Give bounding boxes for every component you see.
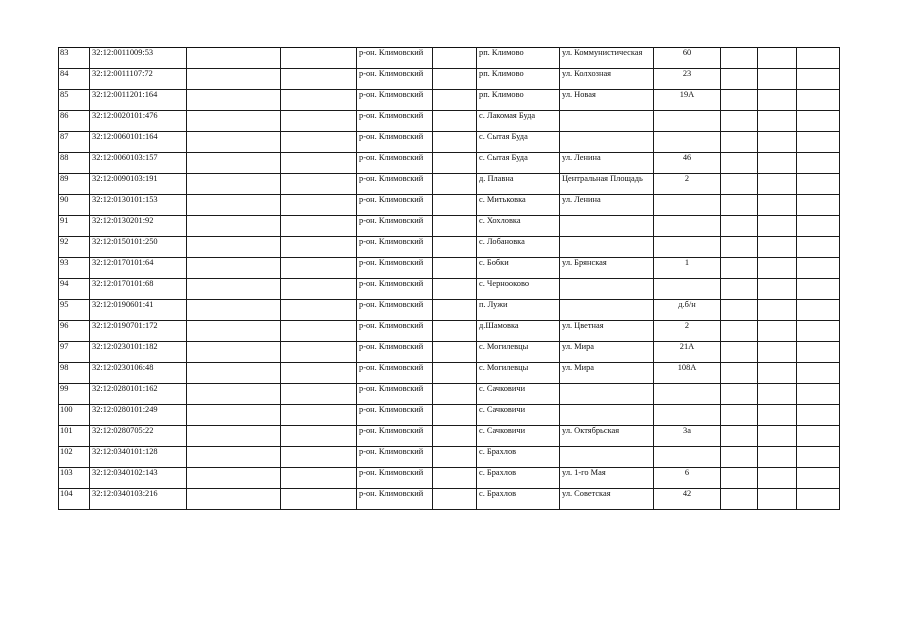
cell-empty	[433, 195, 477, 216]
cell-empty	[433, 153, 477, 174]
cell-empty	[758, 363, 797, 384]
cell-empty	[758, 300, 797, 321]
cell-empty	[797, 111, 840, 132]
cell-empty	[433, 237, 477, 258]
cell-cadastral-number: 32:12:0340102:143	[90, 468, 187, 489]
cell-row-number: 88	[59, 153, 90, 174]
cell-empty	[281, 489, 357, 510]
cell-empty	[797, 48, 840, 69]
cell-row-number: 90	[59, 195, 90, 216]
cell-empty	[433, 321, 477, 342]
cell-empty	[797, 426, 840, 447]
cell-house-number: 3а	[654, 426, 721, 447]
cell-cadastral-number: 32:12:0011107:72	[90, 69, 187, 90]
cell-cadastral-number: 32:12:0060101:164	[90, 132, 187, 153]
table-row	[59, 489, 840, 510]
cell-street: ул. Ленина	[560, 153, 654, 174]
table-row	[59, 426, 840, 447]
cell-house-number	[654, 132, 721, 153]
cell-street	[560, 111, 654, 132]
cell-street	[560, 279, 654, 300]
cell-empty	[797, 384, 840, 405]
cell-empty	[797, 195, 840, 216]
cell-row-number: 100	[59, 405, 90, 426]
table-body	[59, 48, 840, 510]
cell-street: ул. Брянская	[560, 258, 654, 279]
cell-empty	[721, 300, 758, 321]
cell-empty	[758, 447, 797, 468]
cell-house-number	[654, 279, 721, 300]
cell-settlement: д.Шамовка	[477, 321, 560, 342]
cell-empty	[721, 111, 758, 132]
cell-empty	[433, 48, 477, 69]
cell-district: р-он. Климовский	[357, 69, 433, 90]
cell-empty	[433, 384, 477, 405]
cell-empty	[281, 132, 357, 153]
cell-empty	[797, 321, 840, 342]
cell-row-number: 94	[59, 279, 90, 300]
cell-empty	[433, 111, 477, 132]
cell-house-number: 46	[654, 153, 721, 174]
cell-house-number	[654, 384, 721, 405]
cell-cadastral-number: 32:12:0020101:476	[90, 111, 187, 132]
cell-empty	[758, 237, 797, 258]
cell-street	[560, 216, 654, 237]
table-row	[59, 48, 840, 69]
cell-empty	[721, 489, 758, 510]
cell-settlement: с. Брахлов	[477, 489, 560, 510]
cell-empty	[281, 447, 357, 468]
cell-empty	[281, 342, 357, 363]
property-registry-table	[58, 47, 840, 510]
cell-district: р-он. Климовский	[357, 90, 433, 111]
cell-district: р-он. Климовский	[357, 132, 433, 153]
cell-house-number: 108А	[654, 363, 721, 384]
cell-row-number: 92	[59, 237, 90, 258]
cell-empty	[281, 426, 357, 447]
cell-empty	[721, 174, 758, 195]
cell-empty	[433, 90, 477, 111]
cell-house-number	[654, 405, 721, 426]
cell-cadastral-number: 32:12:0170101:64	[90, 258, 187, 279]
cell-house-number	[654, 237, 721, 258]
cell-empty	[758, 153, 797, 174]
cell-district: р-он. Климовский	[357, 363, 433, 384]
cell-empty	[433, 342, 477, 363]
cell-district: р-он. Климовский	[357, 174, 433, 195]
cell-settlement: с. Сытая Буда	[477, 153, 560, 174]
cell-empty	[797, 405, 840, 426]
cell-empty	[281, 384, 357, 405]
cell-street: ул. Советская	[560, 489, 654, 510]
cell-row-number: 103	[59, 468, 90, 489]
cell-house-number: 19А	[654, 90, 721, 111]
cell-empty	[758, 90, 797, 111]
cell-settlement: с. Сачковичи	[477, 426, 560, 447]
cell-row-number: 101	[59, 426, 90, 447]
cell-street: ул. Коммунистическая	[560, 48, 654, 69]
cell-empty	[758, 384, 797, 405]
table-row	[59, 405, 840, 426]
cell-empty	[797, 342, 840, 363]
cell-street	[560, 405, 654, 426]
cell-empty	[721, 405, 758, 426]
cell-empty	[797, 489, 840, 510]
cell-empty	[187, 258, 281, 279]
cell-empty	[721, 237, 758, 258]
cell-empty	[281, 153, 357, 174]
table-row	[59, 384, 840, 405]
cell-empty	[187, 468, 281, 489]
cell-house-number	[654, 111, 721, 132]
cell-settlement: рп. Климово	[477, 48, 560, 69]
cell-district: р-он. Климовский	[357, 111, 433, 132]
table-row	[59, 69, 840, 90]
cell-empty	[281, 363, 357, 384]
cell-empty	[187, 111, 281, 132]
cell-empty	[721, 153, 758, 174]
cell-row-number: 99	[59, 384, 90, 405]
cell-empty	[758, 48, 797, 69]
cell-empty	[187, 279, 281, 300]
cell-empty	[758, 489, 797, 510]
cell-street	[560, 447, 654, 468]
cell-street	[560, 300, 654, 321]
document-page	[58, 47, 840, 510]
cell-empty	[281, 216, 357, 237]
cell-empty	[187, 426, 281, 447]
cell-street: ул. 1-го Мая	[560, 468, 654, 489]
cell-house-number: д.б/н	[654, 300, 721, 321]
cell-settlement: с. Сачковичи	[477, 384, 560, 405]
cell-empty	[281, 279, 357, 300]
cell-empty	[721, 132, 758, 153]
cell-settlement: п. Лужи	[477, 300, 560, 321]
cell-street: ул. Колхозная	[560, 69, 654, 90]
cell-house-number	[654, 216, 721, 237]
table-row	[59, 153, 840, 174]
cell-empty	[797, 447, 840, 468]
cell-district: р-он. Климовский	[357, 237, 433, 258]
cell-empty	[797, 153, 840, 174]
cell-empty	[433, 258, 477, 279]
cell-empty	[281, 174, 357, 195]
cell-house-number: 23	[654, 69, 721, 90]
cell-settlement: д. Плавна	[477, 174, 560, 195]
cell-empty	[758, 174, 797, 195]
cell-empty	[187, 174, 281, 195]
cell-cadastral-number: 32:12:0011201:164	[90, 90, 187, 111]
cell-house-number: 21А	[654, 342, 721, 363]
cell-empty	[281, 69, 357, 90]
cell-empty	[433, 174, 477, 195]
cell-empty	[281, 48, 357, 69]
cell-empty	[433, 69, 477, 90]
cell-empty	[433, 447, 477, 468]
cell-empty	[187, 195, 281, 216]
cell-empty	[797, 174, 840, 195]
cell-empty	[797, 363, 840, 384]
cell-street	[560, 237, 654, 258]
cell-empty	[797, 237, 840, 258]
cell-empty	[187, 153, 281, 174]
cell-empty	[721, 279, 758, 300]
cell-street: Центральная Площадь	[560, 174, 654, 195]
cell-empty	[797, 258, 840, 279]
cell-empty	[281, 300, 357, 321]
cell-empty	[721, 195, 758, 216]
cell-settlement: с. Хохловка	[477, 216, 560, 237]
cell-district: р-он. Климовский	[357, 195, 433, 216]
cell-district: р-он. Климовский	[357, 426, 433, 447]
cell-empty	[721, 426, 758, 447]
cell-house-number: 2	[654, 174, 721, 195]
cell-empty	[758, 132, 797, 153]
cell-house-number: 2	[654, 321, 721, 342]
cell-house-number: 6	[654, 468, 721, 489]
cell-cadastral-number: 32:12:0170101:68	[90, 279, 187, 300]
table-row	[59, 279, 840, 300]
cell-empty	[758, 111, 797, 132]
cell-row-number: 84	[59, 69, 90, 90]
cell-empty	[758, 426, 797, 447]
cell-house-number: 1	[654, 258, 721, 279]
cell-row-number: 89	[59, 174, 90, 195]
cell-settlement: с. Могилевцы	[477, 342, 560, 363]
cell-empty	[721, 342, 758, 363]
cell-empty	[758, 405, 797, 426]
cell-cadastral-number: 32:12:0130201:92	[90, 216, 187, 237]
cell-empty	[797, 69, 840, 90]
cell-empty	[281, 321, 357, 342]
cell-empty	[758, 342, 797, 363]
table-row	[59, 216, 840, 237]
cell-street: ул. Новая	[560, 90, 654, 111]
cell-settlement: с. Лобановка	[477, 237, 560, 258]
cell-district: р-он. Климовский	[357, 321, 433, 342]
cell-empty	[433, 489, 477, 510]
cell-cadastral-number: 32:12:0280705:22	[90, 426, 187, 447]
cell-empty	[758, 468, 797, 489]
cell-empty	[721, 258, 758, 279]
cell-empty	[281, 405, 357, 426]
cell-empty	[187, 69, 281, 90]
cell-settlement: с. Брахлов	[477, 468, 560, 489]
cell-cadastral-number: 32:12:0280101:162	[90, 384, 187, 405]
cell-street: ул. Мира	[560, 342, 654, 363]
cell-row-number: 87	[59, 132, 90, 153]
cell-district: р-он. Климовский	[357, 153, 433, 174]
cell-cadastral-number: 32:12:0340101:128	[90, 447, 187, 468]
cell-empty	[721, 384, 758, 405]
cell-empty	[281, 111, 357, 132]
cell-empty	[721, 90, 758, 111]
cell-empty	[797, 300, 840, 321]
cell-empty	[758, 258, 797, 279]
cell-empty	[433, 363, 477, 384]
cell-settlement: с. Чернооково	[477, 279, 560, 300]
cell-street: ул. Цветная	[560, 321, 654, 342]
cell-empty	[187, 384, 281, 405]
cell-cadastral-number: 32:12:0150101:250	[90, 237, 187, 258]
table-row	[59, 342, 840, 363]
cell-district: р-он. Климовский	[357, 489, 433, 510]
table-row	[59, 195, 840, 216]
cell-cadastral-number: 32:12:0190601:41	[90, 300, 187, 321]
cell-district: р-он. Климовский	[357, 447, 433, 468]
cell-empty	[721, 363, 758, 384]
cell-empty	[433, 279, 477, 300]
table-row	[59, 237, 840, 258]
cell-settlement: с. Сачковичи	[477, 405, 560, 426]
cell-empty	[721, 48, 758, 69]
cell-district: р-он. Климовский	[357, 48, 433, 69]
table-row	[59, 468, 840, 489]
cell-row-number: 102	[59, 447, 90, 468]
cell-row-number: 83	[59, 48, 90, 69]
cell-cadastral-number: 32:12:0011009:53	[90, 48, 187, 69]
cell-empty	[187, 405, 281, 426]
cell-row-number: 86	[59, 111, 90, 132]
cell-empty	[721, 321, 758, 342]
cell-empty	[281, 258, 357, 279]
cell-empty	[797, 216, 840, 237]
cell-empty	[187, 132, 281, 153]
cell-empty	[187, 342, 281, 363]
cell-row-number: 97	[59, 342, 90, 363]
cell-district: р-он. Климовский	[357, 216, 433, 237]
cell-empty	[187, 48, 281, 69]
cell-empty	[758, 216, 797, 237]
cell-house-number: 42	[654, 489, 721, 510]
cell-empty	[187, 447, 281, 468]
cell-settlement: с. Сытая Буда	[477, 132, 560, 153]
cell-street: ул. Октябрьская	[560, 426, 654, 447]
table-row	[59, 90, 840, 111]
cell-settlement: с. Могилевцы	[477, 363, 560, 384]
cell-empty	[721, 69, 758, 90]
cell-empty	[187, 363, 281, 384]
cell-empty	[433, 300, 477, 321]
cell-street	[560, 384, 654, 405]
cell-row-number: 93	[59, 258, 90, 279]
cell-empty	[758, 195, 797, 216]
table-row	[59, 321, 840, 342]
cell-settlement: с. Брахлов	[477, 447, 560, 468]
cell-cadastral-number: 32:12:0340103:216	[90, 489, 187, 510]
cell-empty	[433, 216, 477, 237]
cell-settlement: рп. Климово	[477, 90, 560, 111]
cell-street: ул. Мира	[560, 363, 654, 384]
table-row	[59, 132, 840, 153]
table-row	[59, 447, 840, 468]
cell-empty	[797, 132, 840, 153]
cell-empty	[758, 321, 797, 342]
cell-cadastral-number: 32:12:0130101:153	[90, 195, 187, 216]
cell-empty	[721, 447, 758, 468]
cell-district: р-он. Климовский	[357, 279, 433, 300]
cell-empty	[433, 468, 477, 489]
cell-settlement: с. Лакомая Буда	[477, 111, 560, 132]
table-row	[59, 258, 840, 279]
cell-empty	[187, 237, 281, 258]
cell-settlement: рп. Климово	[477, 69, 560, 90]
table-row	[59, 363, 840, 384]
cell-cadastral-number: 32:12:0060103:157	[90, 153, 187, 174]
cell-district: р-он. Климовский	[357, 405, 433, 426]
cell-district: р-он. Климовский	[357, 468, 433, 489]
cell-empty	[281, 237, 357, 258]
cell-row-number: 104	[59, 489, 90, 510]
cell-row-number: 95	[59, 300, 90, 321]
cell-empty	[187, 300, 281, 321]
cell-empty	[433, 405, 477, 426]
cell-empty	[797, 279, 840, 300]
cell-district: р-он. Климовский	[357, 258, 433, 279]
table-row	[59, 174, 840, 195]
cell-empty	[281, 195, 357, 216]
cell-street	[560, 132, 654, 153]
cell-district: р-он. Климовский	[357, 384, 433, 405]
cell-empty	[187, 216, 281, 237]
cell-cadastral-number: 32:12:0280101:249	[90, 405, 187, 426]
cell-row-number: 96	[59, 321, 90, 342]
cell-settlement: с. Бобки	[477, 258, 560, 279]
cell-cadastral-number: 32:12:0190701:172	[90, 321, 187, 342]
cell-cadastral-number: 32:12:0230106:48	[90, 363, 187, 384]
cell-empty	[797, 90, 840, 111]
cell-district: р-он. Климовский	[357, 300, 433, 321]
table-row	[59, 111, 840, 132]
cell-empty	[758, 279, 797, 300]
cell-row-number: 85	[59, 90, 90, 111]
cell-empty	[281, 468, 357, 489]
cell-empty	[281, 90, 357, 111]
cell-empty	[187, 321, 281, 342]
cell-district: р-он. Климовский	[357, 342, 433, 363]
cell-house-number	[654, 195, 721, 216]
cell-house-number: 60	[654, 48, 721, 69]
cell-empty	[433, 426, 477, 447]
cell-street: ул. Ленина	[560, 195, 654, 216]
cell-empty	[187, 489, 281, 510]
cell-row-number: 98	[59, 363, 90, 384]
cell-empty	[187, 90, 281, 111]
table-row	[59, 300, 840, 321]
cell-settlement: с. Митьковка	[477, 195, 560, 216]
cell-cadastral-number: 32:12:0090103:191	[90, 174, 187, 195]
cell-empty	[797, 468, 840, 489]
cell-empty	[721, 216, 758, 237]
cell-row-number: 91	[59, 216, 90, 237]
cell-empty	[758, 69, 797, 90]
cell-cadastral-number: 32:12:0230101:182	[90, 342, 187, 363]
cell-house-number	[654, 447, 721, 468]
cell-empty	[721, 468, 758, 489]
cell-empty	[433, 132, 477, 153]
